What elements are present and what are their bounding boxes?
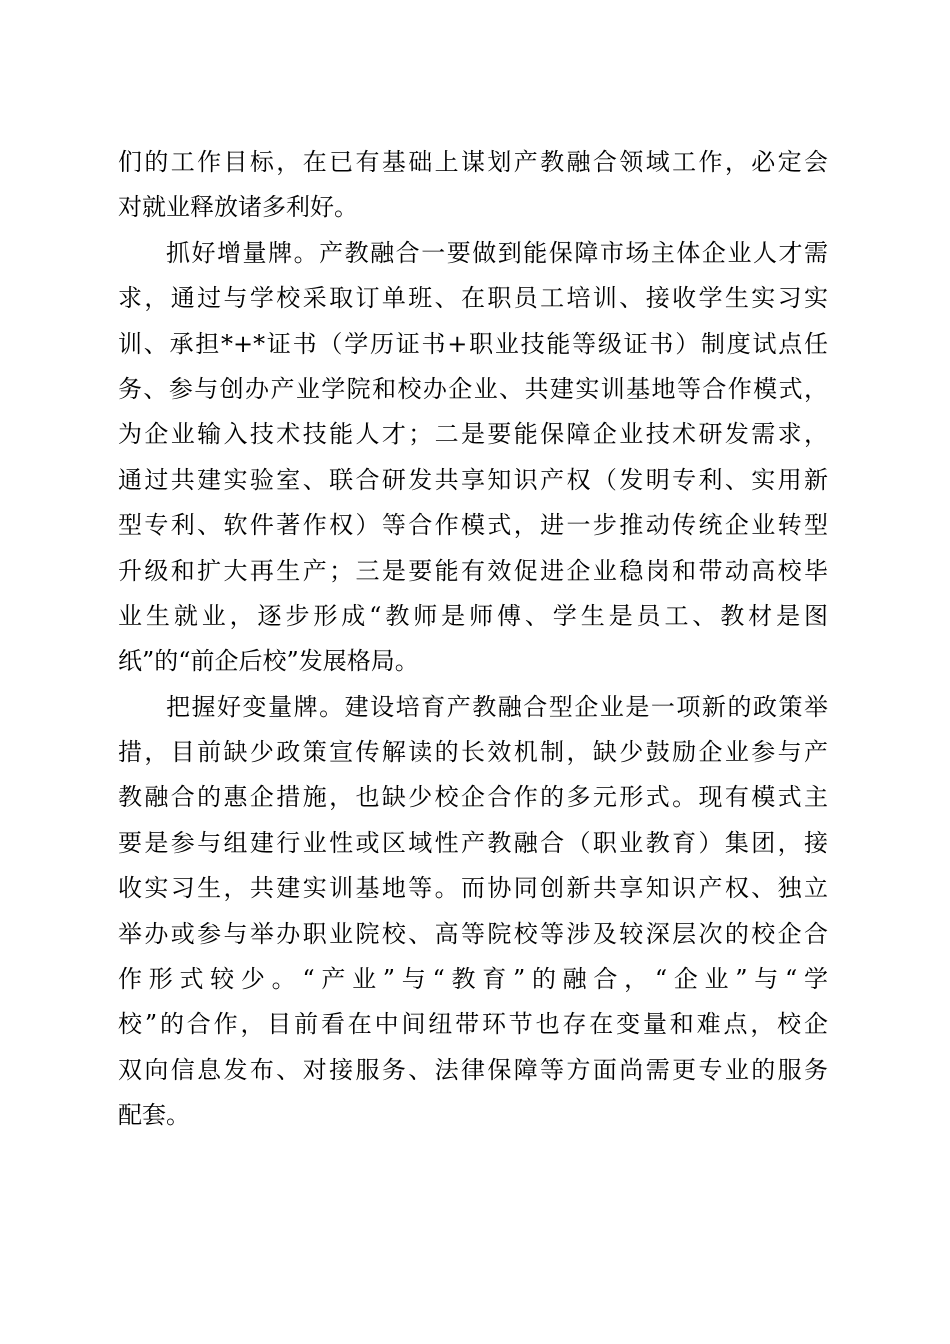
text-line: 们的工作目标，在已有基础上谋划产教融合领域工作，必定会 <box>118 148 828 176</box>
text-line: 训、承担*+*证书（学历证书+职业技能等级证书）制度试点任 <box>118 329 828 358</box>
text-line: 双向信息发布、对接服务、法律保障等方面尚需更专业的服务 <box>118 1055 828 1084</box>
text-line: 务、参与创办产业学院和校办企业、共建实训基地等合作模式， <box>118 374 828 403</box>
text-line: 为企业输入技术技能人才；二是要能保障企业技术研发需求， <box>118 420 828 449</box>
text-line: 纸”的“前企后校”发展格局。 <box>118 647 419 676</box>
text-line: 升级和扩大再生产；三是要能有效促进企业稳岗和带动高校毕 <box>118 556 828 585</box>
text-line: 要是参与组建行业性或区域性产教融合（职业教育）集团，接 <box>118 828 828 857</box>
text-line: 措，目前缺少政策宣传解读的长效机制，缺少鼓励企业参与产 <box>118 738 828 767</box>
text-line: 抓好增量牌。产教融合一要做到能保障市场主体企业人才需 <box>166 238 828 267</box>
text-line: 作形式较少。“产业”与“教育”的融合，“企业”与“学 <box>118 965 828 994</box>
text-line: 配套。 <box>118 1101 190 1130</box>
document-body <box>118 140 828 1139</box>
text-line: 把握好变量牌。建设培育产教融合型企业是一项新的政策举 <box>166 692 828 721</box>
text-line: 求，通过与学校采取订单班、在职员工培训、接收学生实习实 <box>118 284 828 313</box>
text-line: 通过共建实验室、联合研发共享知识产权（发明专利、实用新 <box>118 465 828 494</box>
text-line: 教融合的惠企措施，也缺少校企合作的多元形式。现有模式主 <box>118 783 828 812</box>
text-line: 业生就业，逐步形成“教师是师傅、学生是员工、教材是图 <box>118 601 828 630</box>
text-line: 收实习生，共建实训基地等。而协同创新共享知识产权、独立 <box>118 874 828 903</box>
text-line: 校”的合作，目前看在中间纽带环节也存在变量和难点，校企 <box>118 1010 828 1039</box>
text-line: 型专利、软件著作权）等合作模式，进一步推动传统企业转型 <box>118 511 828 540</box>
text-line: 举办或参与举办职业院校、高等院校等涉及较深层次的校企合 <box>118 919 828 948</box>
text-line: 对就业释放诸多利好。 <box>118 193 358 222</box>
